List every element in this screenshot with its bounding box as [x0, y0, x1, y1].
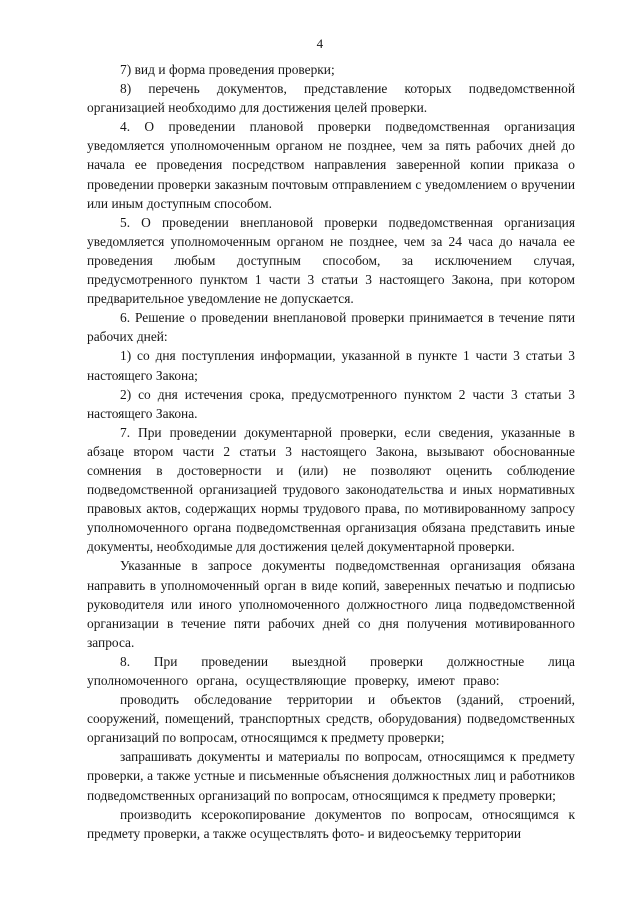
document-body — [87, 60, 575, 843]
paragraph-clause-6: 6. Решение о проведении внеплановой проверки принимается в течение пяти рабочих дней: — [87, 310, 575, 345]
paragraph-item-7: 7) вид и форма проведения проверки; — [120, 62, 335, 77]
paragraph-clause-8-right-copy: производить ксерокопирование документов по вопросам, относящимся к предмету проверки, а также осуществлять фото- и видеосъемку территории — [87, 806, 575, 841]
paragraph-clause-5: 5. О проведении внеплановой проверки подведомственная организация уведомляется уполномоченным органом не позднее, чем за 24 часа до начала ее проведения любым доступным способом, за исключением случая, предусмотренного пунктом 1 части 3 статьи 3 настоящего Закона, при котором предварительное уведомление не допускается. — [87, 214, 575, 307]
paragraph-clause-8-right-inspect: проводить обследование территории и объектов (зданий, строений, сооружений, помещений, транспортных средств, оборудования) подведомственных организаций по вопросам, относящимся к предмету проверки; — [87, 692, 575, 746]
paragraph-clause-6-item-1: 1) со дня поступления информации, указанной в пункте 1 части 3 статьи 3 настоящего Закона; — [87, 348, 575, 383]
paragraph-clause-7: 7. При проведении документарной проверки, если сведения, указанные в абзаце втором части 2 статьи 3 настоящего Закона, вызывают обоснованные сомнения в достоверности и (или) не позволяют оценить соблюдение подведомственной организацией трудового законодательства и иных нормативных правовых актов, содержащих нормы трудового права, по мотивированному запросу уполномоченного органа подведомственная организация обязана представить иные документы, необходимые для достижения целей документарной проверки. — [87, 424, 575, 555]
paragraph-clause-6-item-2: 2) со дня истечения срока, предусмотренного пунктом 2 части 3 статьи 3 настоящего Закона. — [87, 386, 575, 421]
paragraph-clause-8: 8. При проведении выездной проверки должностные лица уполномоченного органа, осуществляющие проверку, имеют право: — [87, 653, 575, 688]
paragraph-item-8: 8) перечень документов, представление которых подведомственной организацией необходимо для достижения целей проверки. — [87, 81, 575, 116]
paragraph-clause-4: 4. О проведении плановой проверки подведомственная организация уведомляется уполномоченным органом не позднее, чем за пять рабочих дней до начала ее проведения посредством направления заверенной копии приказа о проведении проверки заказным почтовым отправлением с уведомлением о вручении или иным доступным способом. — [87, 119, 575, 211]
paragraph-clause-8-right-request: запрашивать документы и материалы по вопросам, относящимся к предмету проверки, а также устные и письменные объяснения должностных лиц и работников подведомственных организаций по вопросам, относящимся к предмету проверки; — [87, 749, 575, 803]
page-number: 4 — [316, 36, 324, 51]
paragraph-clause-7-continued: Указанные в запросе документы подведомственная организация обязана направить в уполномоченный орган в виде копий, заверенных печатью и подписью руководителя или иного уполномоченного должностного лица подведомственной организации в течение пяти рабочих дней со дня получения мотивированного запроса. — [87, 558, 575, 650]
